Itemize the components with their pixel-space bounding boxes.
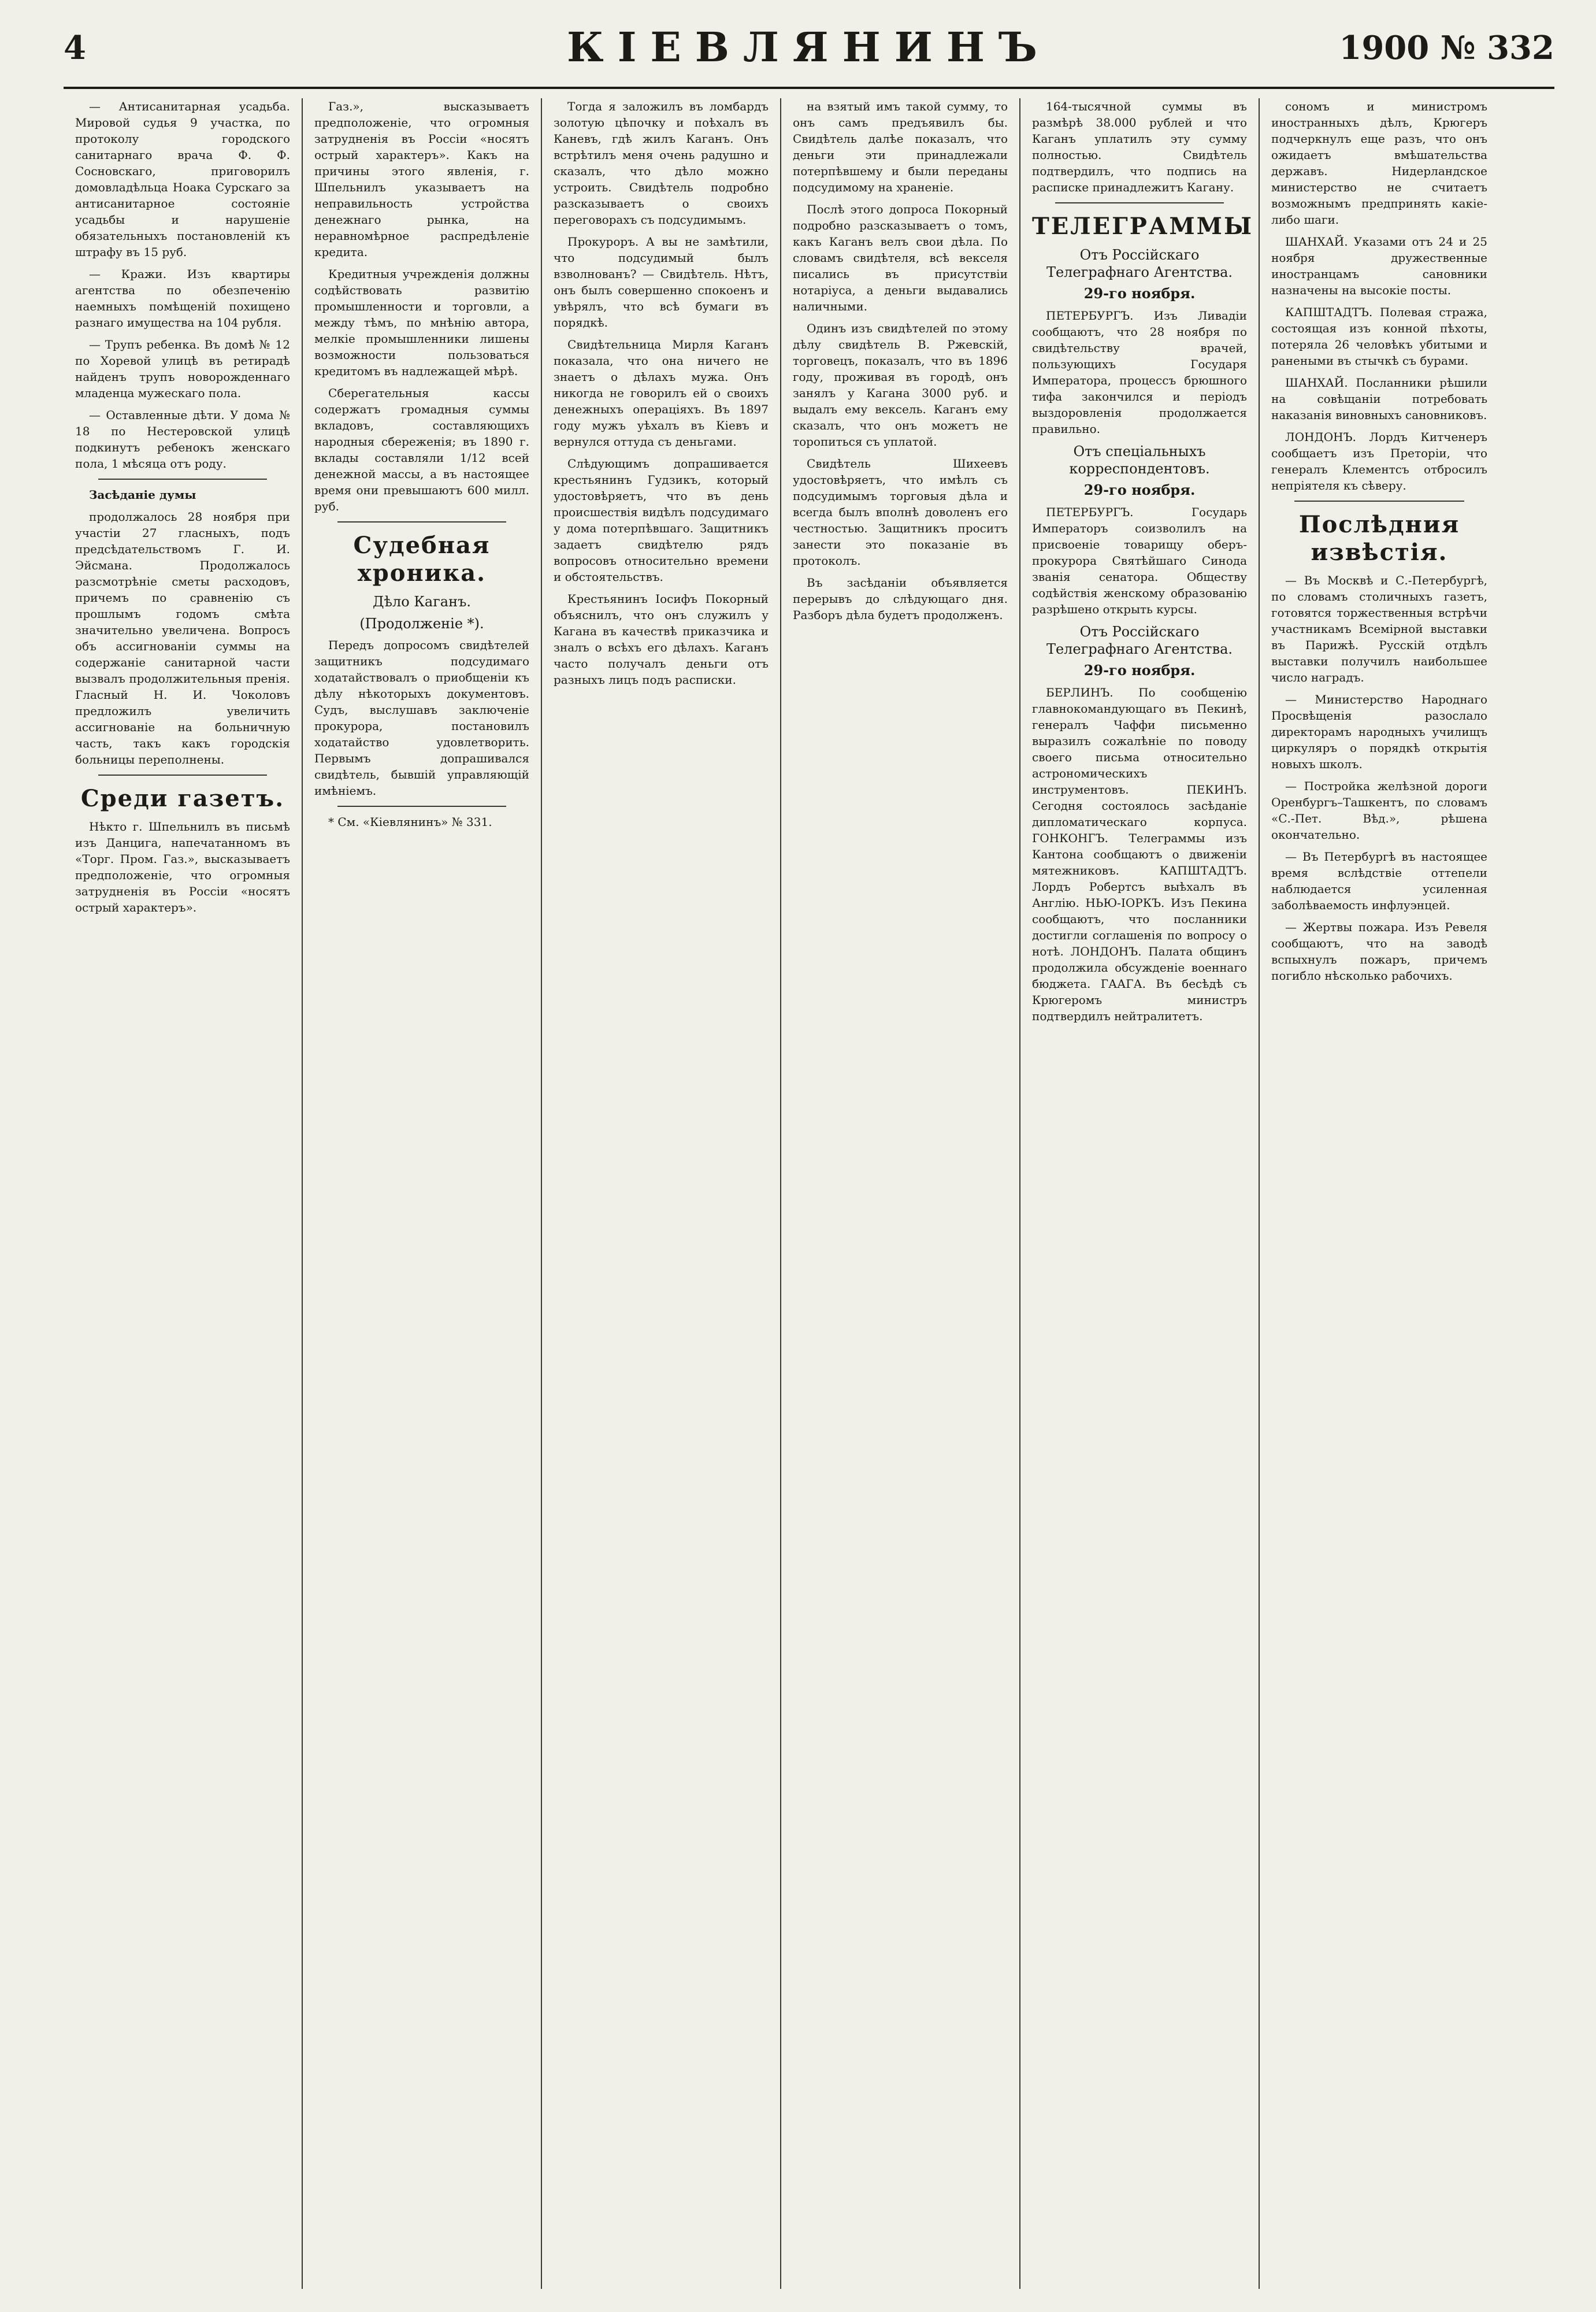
article-text: 164-тысячной суммы въ размѣрѣ 38.000 рублей и что Каганъ уплатилъ эту сумму полностью. Свидѣтель подтвердилъ, что подпись на расписке принадлежитъ Кагану. [1032,99,1247,194]
year-issue: 1900 № 332 [1339,29,1554,67]
subheading-note: (Продолженіе *). [359,616,484,632]
column-4 [781,98,1020,2289]
article-text: — Въ Москвѣ и С.-Петербургѣ, по словамъ столичныхъ газетъ, готовятся торжественныя встрѣчи участникамъ Всемірной выставки въ Парижѣ. Русскій отдѣлъ выставки получилъ наибольшее число наградъ. [1271,573,1487,684]
column-5 [1020,98,1260,2289]
article-text: Свидѣтель Шихеевъ удостовѣряетъ, что имѣлъ съ подсудимымъ торговыя дѣла и всегда былъ вполнѣ доволенъ его честностью. Защитникъ проситъ занести это показаніе въ протоколъ. [793,457,1008,568]
article-text: БЕРЛИНЪ. По сообщенію главнокомандующаго въ Пекинѣ, генералъ Чаффи письменно выразилъ сожалѣніе по поводу своего письма относительно астрономическихъ инструментовъ. ПЕКИНЪ. Сегодня состоялось засѣданіе дипломатическаго корпуса. ГОНКОНГЪ. Телеграммы изъ Кантона сообщаютъ о движеніи мятежниковъ. КАПШТАДТЪ. Лордъ Робертсъ выѣхалъ въ Англію. НЬЮ-ІОРКЪ. Изъ Пекина сообщаютъ, что посланники достигли соглашенія по вопросу о нотѣ. ЛОНДОНЪ. Палата общинъ продолжила обсужденіе военнаго бюджета. ГААГА. Въ бесѣдѣ съ Крюгеромъ министръ подтвердилъ нейтралитетъ. [1032,686,1247,1023]
article-text: ПЕТЕРБУРГЪ. Государь Императоръ соизволилъ на присвоеніе товарищу оберъ-прокурора Святѣйшаго Синода званія сенатора. Обществу содѣйствія женскому образованію разрѣшено открыть курсы. [1032,505,1247,616]
article-text: Свидѣтельница Мирля Каганъ показала, что она ничего не знаетъ о дѣлахъ мужа. Онъ никогда не говорилъ ей о своихъ денежныхъ операціяхъ. Въ 1897 году мужъ уѣхалъ въ Кіевъ и вернулся оттуда съ деньгами. [554,338,769,449]
news-item: — Оставленные дѣти. У дома № 18 по Нестеровской улицѣ подкинутъ ребенокъ женскаго пола, 1 мѣсяца отъ роду. [75,408,290,470]
column-3 [542,98,781,2289]
news-item: — Кражи. Изъ квартиры агентства по обезпеченію наемныхъ помѣщеній похищено разнаго имущества на 104 рубля. [75,267,290,329]
dateline: 29-го ноября. [1083,285,1196,302]
divider [337,521,506,523]
article-text: Крестьянинъ Іосифъ Покорный объяснилъ, что онъ служилъ у Кагана въ качествѣ приказчика и зналъ о всѣхъ его дѣлахъ. Каганъ часто получалъ деньги отъ разныхъ лицъ подъ расписки. [554,592,769,687]
column-2 [303,98,542,2289]
paper-title: КІЕВЛЯНИНЪ [567,23,1051,71]
divider [1055,202,1224,203]
article-text: ПЕТЕРБУРГЪ. Изъ Ливадіи сообщаютъ, что 28 ноября по свидѣтельству врачей, пользующихъ Государя Императора, процессъ брюшного тифа закончился и періодъ выздоровленія продолжается правильно. [1032,309,1247,436]
article-text: — Министерство Народнаго Просвѣщенія разослало директорамъ народныхъ училищъ циркуляръ о порядкѣ открытія новыхъ школъ. [1271,692,1487,771]
article-text: на взятый имъ такой сумму, то онъ самъ предъявилъ бы. Свидѣтель далѣе показалъ, что деньги эти принадлежали потерпѣвшему и были переданы подсудимому на храненіе. [793,99,1008,194]
article-text: Кредитныя учрежденія должны содѣйствовать развитію промышленности и торговли, а между тѣмъ, по мнѣнію автора, мелкіе промышленники лишены возможности пользоваться кредитомъ въ надлежащей мѣрѣ. [314,267,529,378]
article-text: Нѣкто г. Шпельнилъ въ письмѣ изъ Данцига, напечатанномъ въ «Торг. Пром. Газ.», высказываетъ предположеніе, что огромныя затрудненія въ Россіи «носятъ острый характеръ». [75,820,290,914]
article-text: Тогда я заложилъ въ ломбардъ золотую цѣпочку и поѣхалъ въ Каневъ, гдѣ жилъ Каганъ. Онъ встрѣтилъ меня очень радушно и сказалъ, что дѣло можно устроить. Свидѣтель подробно разсказываетъ о своихъ переговорахъ съ подсудимымъ. [554,99,769,227]
section-heading: Среди газетъ. [80,785,285,812]
divider [337,806,506,807]
subheading: Отъ Россійскаго Телеграфнаго Агентства. [1046,247,1233,280]
article-text: продолжалось 28 ноября при участіи 27 гласныхъ, подъ предсѣдательствомъ Г. И. Эйсмана. Продолжалось разсмотрѣніе сметы расходовъ, причемъ по сравненію съ прошлымъ годомъ смѣта значительно увеличена. Вопросъ объ ассигнованіи суммы на содержаніе санитарной части вызвалъ продолжительныя пренія. Гласный Н. И. Чоколовъ предложилъ увеличить ассигнованіе на больничную часть, такъ какъ городскія больницы переполнены. [75,510,290,766]
section-heading: Послѣдния извѣстія. [1298,511,1460,566]
article-text: — Жертвы пожара. Изъ Ревеля сообщаютъ, что на заводѣ вспыхнулъ пожаръ, причемъ погибло нѣсколько рабочихъ. [1271,920,1487,983]
article-text: Передъ допросомъ свидѣтелей защитникъ подсудимаго ходатайствовалъ о приобщеніи къ дѣлу нѣкоторыхъ документовъ. Судъ, выслушавъ заключеніе прокурора, постановилъ ходатайство удовлетворить. Первымъ допрашивался свидѣтель, бывшій управляющій имѣніемъ. [314,638,529,798]
article-text: Слѣдующимъ допрашивается крестьянинъ Гудзикъ, который удостовѣряетъ, что въ день происшествія видѣлъ подсудимаго у дома потерпѣвшаго. Защитникъ задаетъ свидѣтелю рядъ вопросовъ относительно времени и обстоятельствъ. [554,457,769,584]
dateline: 29-го ноября. [1083,662,1196,679]
article-text: ЛОНДОНЪ. Лордъ Китченеръ сообщаетъ изъ Преторіи, что генералъ Клементсъ отбросилъ непріятеля къ сѣверу. [1271,430,1487,492]
article-text: ШАНХАЙ. Указами отъ 24 и 25 ноября дружественные иностранцамъ сановники назначены на высокіе посты. [1271,235,1487,297]
footnote: * См. «Кіевлянинъ» № 331. [328,815,492,829]
dateline: 29-го ноября. [1083,481,1196,498]
article-text: Послѣ этого допроса Покорный подробно разсказываетъ о томъ, какъ Каганъ велъ свои дѣла. По словамъ свидѣтеля, всѣ векселя писались въ присутствіи нотаріуса, а деньги выдавались наличными. [793,202,1008,313]
article-text: — Въ Петербургѣ въ настоящее время вслѣдствіе оттепели наблюдается усиленная заболѣваемость инфлуэнцей. [1271,850,1487,912]
article-text: Одинъ изъ свидѣтелей по этому дѣлу свидѣтель В. Ржевскій, торговецъ, показалъ, что въ 1896 году, проживая въ городѣ, онъ занялъ у Кагана 3000 руб. и выдалъ ему вексель. Каганъ ему сказалъ, что онъ можетъ не торопиться съ уплатой. [793,321,1008,449]
section-heading: Судебная хроника. [353,532,491,587]
columns [64,98,1554,2289]
page-number: 4 [64,29,86,67]
article-text: Въ засѣданіи объявляется перерывъ до слѣдующаго дня. Разборъ дѣла будетъ продолженъ. [793,576,1008,622]
subheading: Дѣло Каганъ. [373,594,471,610]
article-text: — Постройка желѣзной дороги Оренбургъ–Ташкентъ, по словамъ «С.-Пет. Вѣд.», рѣшена окончательно. [1271,779,1487,842]
section-lead: Засѣданіе думы [89,488,196,502]
column-1 [64,98,303,2289]
section-heading: ТЕЛЕГРАММЫ [1032,213,1254,240]
article-text: КАПШТАДТЪ. Полевая стража, состоящая изъ конной пѣхоты, потеряла 26 человѣкъ убитыми и ранеными въ стычкѣ съ бурами. [1271,305,1487,368]
masthead [64,23,1554,89]
newspaper-page [64,23,1554,2295]
article-text: Прокуроръ. А вы не замѣтили, что подсудимый былъ взволнованъ? — Свидѣтель. Нѣтъ, онъ былъ совершенно спокоенъ и увѣрялъ, что всѣ бумаги въ порядкѣ. [554,235,769,329]
divider [98,479,267,480]
article-text: сономъ и министромъ иностранныхъ дѣлъ, Крюгеръ подчеркнулъ еще разъ, что онъ ожидаетъ вмѣшательства державъ. Нидерландское министерство не считаетъ возможнымъ предпринять какіе-либо шаги. [1271,99,1487,227]
column-6 [1260,98,1499,2289]
divider [98,775,267,776]
subheading: Отъ спеціальныхъ корреспондентовъ. [1069,443,1210,477]
subheading: Отъ Россійскаго Телеграфнаго Агентства. [1046,624,1233,657]
article-text: Сберегательныя кассы содержатъ громадныя суммы вкладовъ, составляющихъ народныя сбереженія; въ 1890 г. вклады составляли 1/12 всей денежной массы, а въ настоящее время они превышаютъ 600 милл. руб. [314,386,529,513]
divider [1294,501,1464,502]
news-item: — Антисанитарная усадьба. Мировой судья 9 участка, по протоколу городского санитарнаго врача Ф. Ф. Сосновскаго, приговорилъ домовладѣльца Ноака Сурскаго за антисанитарное состояніе усадьбы и нарушеніе обязательныхъ постановленій къ штрафу въ 15 руб. [75,99,290,259]
article-text: ШАНХАЙ. Посланники рѣшили на совѣщаніи потребовать наказанія виновныхъ сановниковъ. [1271,376,1487,422]
news-item: — Трупъ ребенка. Въ домѣ № 12 по Хоревой улицѣ въ ретирадѣ найденъ трупъ новорожденнаго младенца мужескаго пола. [75,338,290,400]
article-text: Газ.», высказываетъ предположеніе, что огромныя затрудненія въ Россіи «носятъ острый характеръ». Какъ на причины этого явленія, г. Шпельнилъ указываетъ на неправильность устройства денежнаго рынка, на неравномѣрное распредѣленіе кредита. [314,99,529,259]
